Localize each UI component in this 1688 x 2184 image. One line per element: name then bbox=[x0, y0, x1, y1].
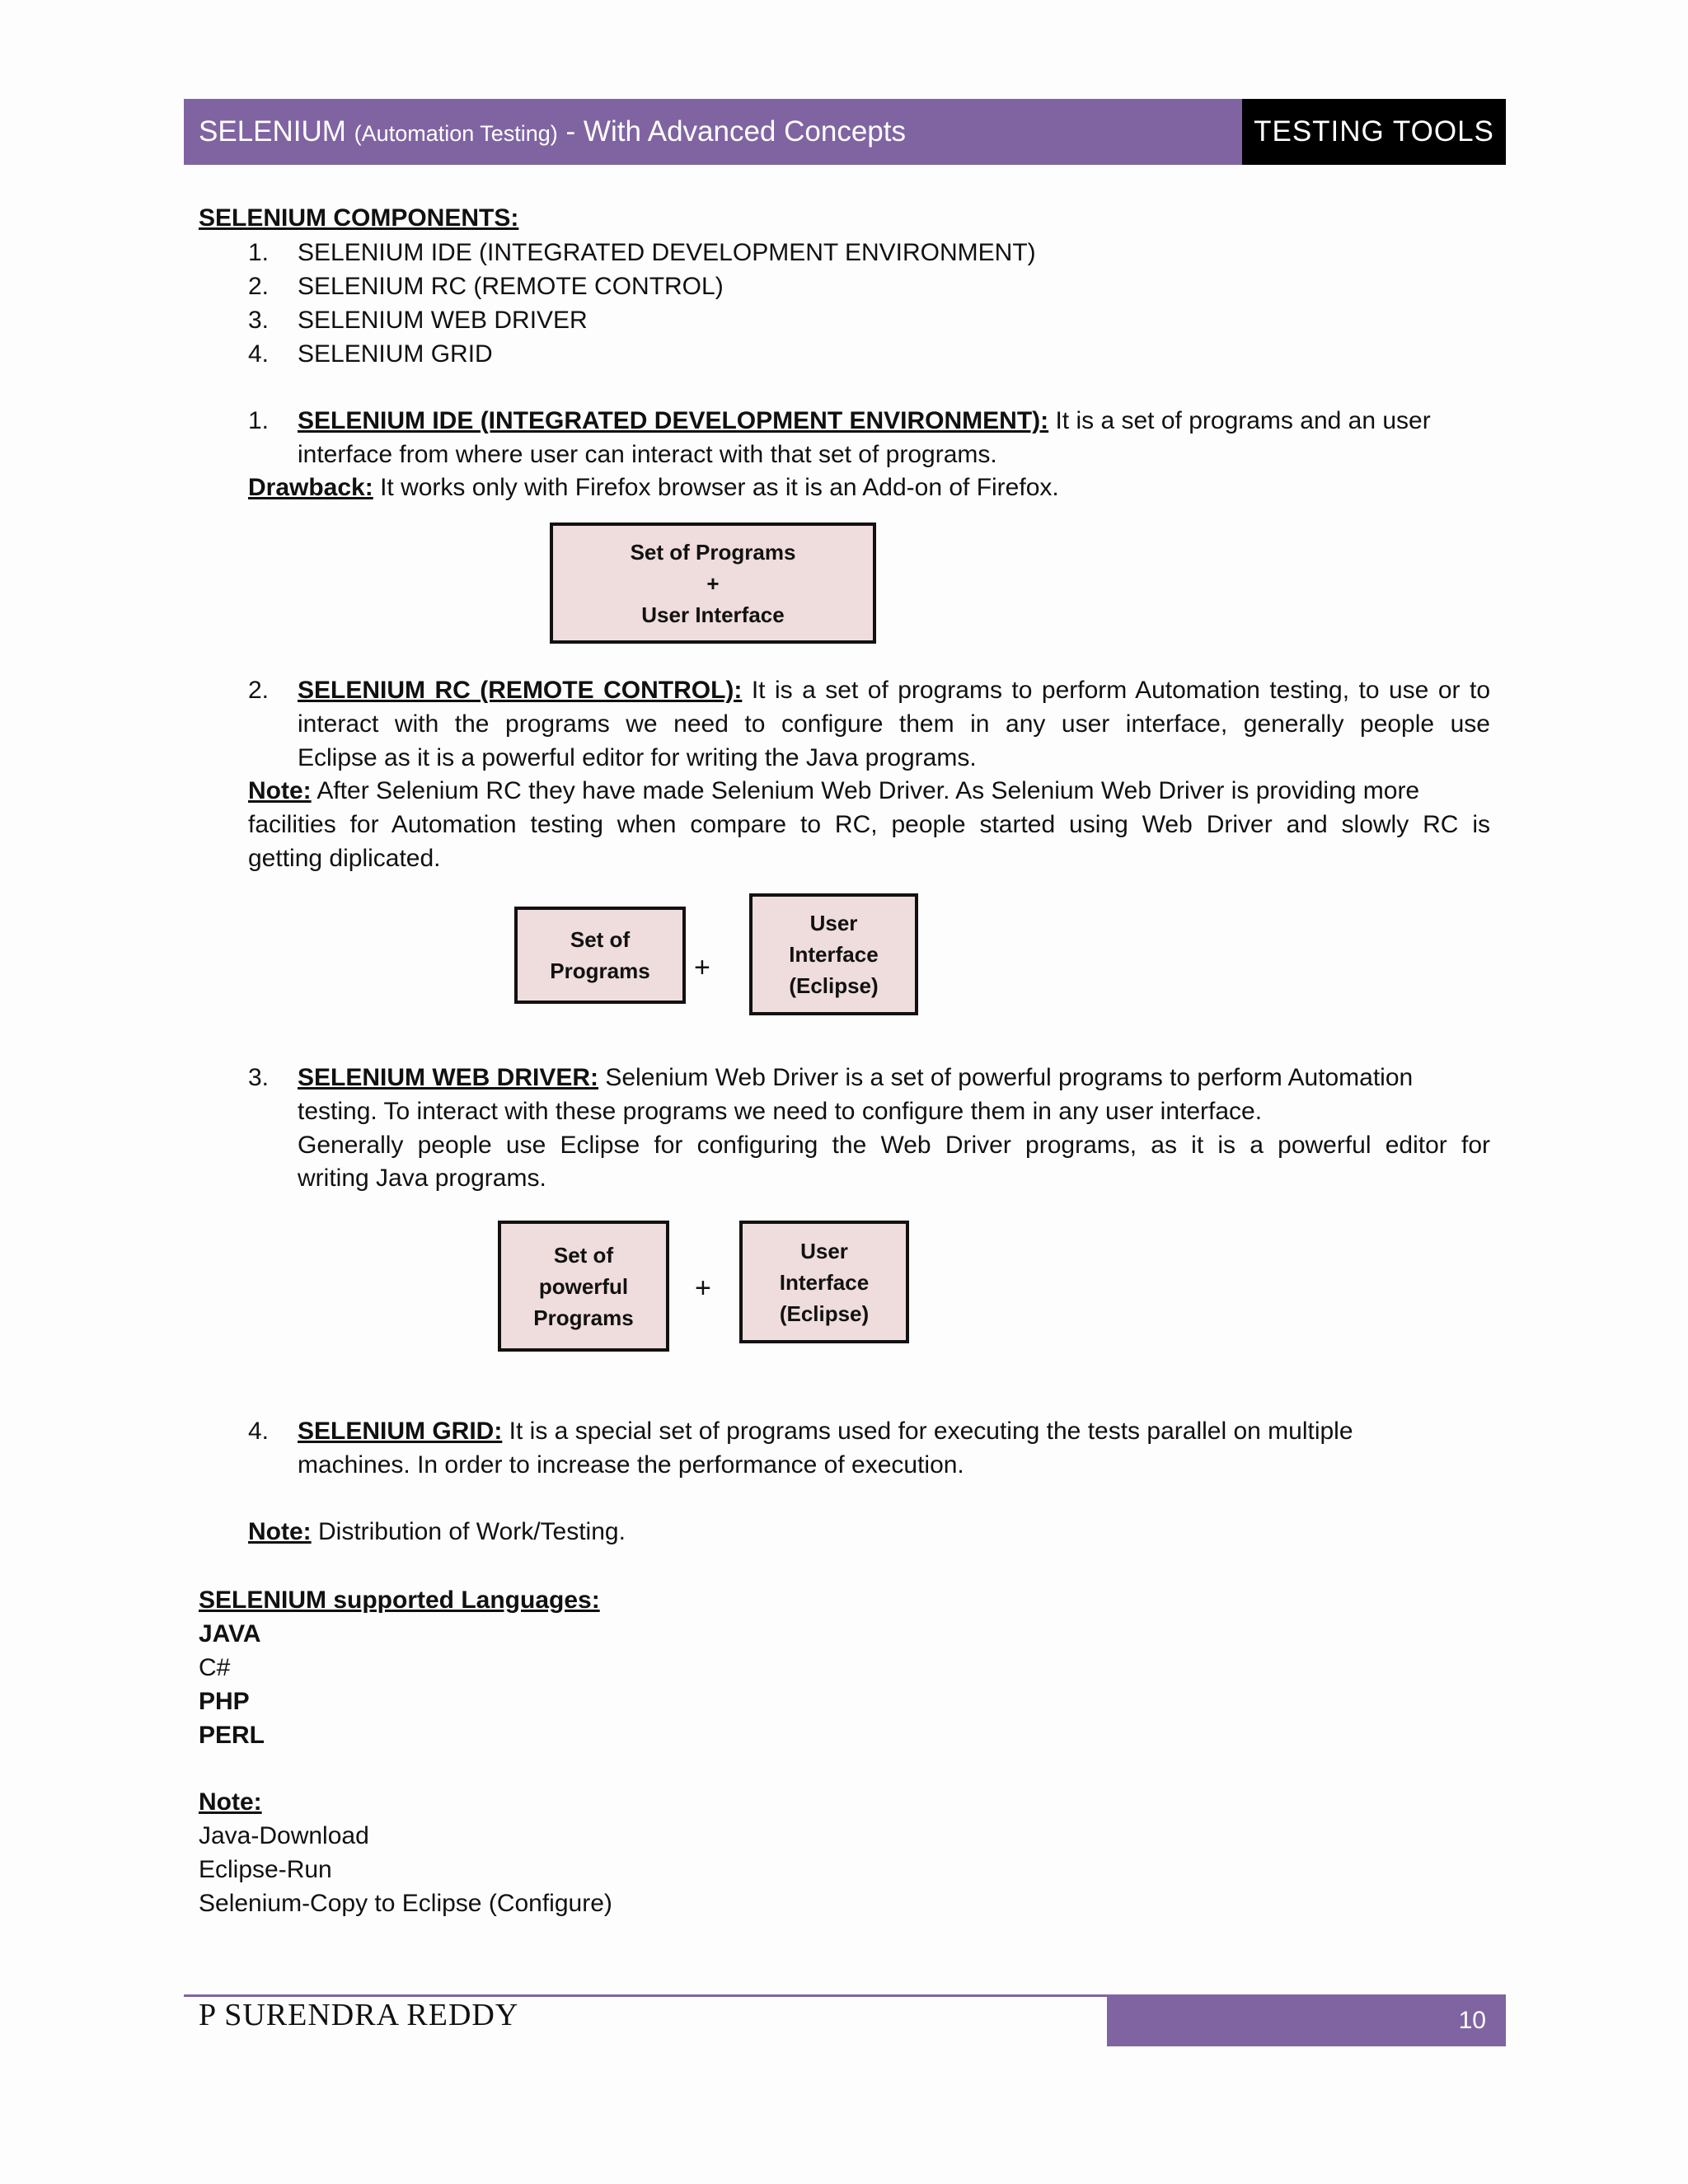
rc-note1: After Selenium RC they have made Selenium Web Driver. As Selenium Web Driver is providing more bbox=[311, 777, 1420, 804]
language-item: PERL bbox=[199, 1722, 265, 1749]
components-list-item-1: SELENIUM IDE (INTEGRATED DEVELOPMENT ENVIRONMENT) bbox=[298, 239, 1036, 266]
grid-text1: It is a special set of programs used for executing the tests parallel on multiple bbox=[502, 1418, 1353, 1445]
components-list-item-4: SELENIUM GRID bbox=[298, 340, 493, 368]
grid-num: 4. bbox=[248, 1418, 270, 1445]
webdriver-text3: Generally people use Eclipse for configuring the Web Driver programs, as it is a powerful editor for bbox=[298, 1132, 1490, 1159]
footer-author: P SURENDRA REDDY bbox=[199, 1998, 519, 2032]
components-list-num-4: 4. bbox=[248, 340, 270, 368]
ide-text2: interface from where user can interact with that set of programs. bbox=[298, 441, 997, 468]
components-list-item-2: SELENIUM RC (REMOTE CONTROL) bbox=[298, 273, 724, 300]
webdriver-box-programs-line1: Set of bbox=[553, 1242, 614, 1268]
rc-box-ui-line2: Interface bbox=[789, 942, 879, 967]
ide-drawback bbox=[248, 471, 1059, 504]
ide-text1: It is a set of programs and an user bbox=[1048, 407, 1431, 434]
webdriver-plus: + bbox=[695, 1272, 711, 1304]
grid-paragraph-line1 bbox=[298, 1414, 1353, 1448]
rc-note2: facilities for Automation testing when compare to RC, people started using Web Driver and slowly RC is bbox=[248, 811, 1490, 838]
webdriver-title: SELENIUM WEB DRIVER: bbox=[298, 1064, 599, 1091]
language-item: PHP bbox=[199, 1688, 250, 1715]
rc-box-ui-line3: (Eclipse) bbox=[789, 973, 879, 998]
components-list-num-3: 3. bbox=[248, 307, 270, 334]
grid-note bbox=[248, 1515, 626, 1549]
rc-title: SELENIUM RC (REMOTE CONTROL): bbox=[298, 677, 743, 704]
language-item: JAVA bbox=[199, 1620, 261, 1647]
languages-heading: SELENIUM supported Languages: bbox=[199, 1586, 600, 1614]
webdriver-box-programs-line2: powerful bbox=[538, 1273, 629, 1299]
components-list-num-1: 1. bbox=[248, 239, 270, 266]
webdriver-text1: Selenium Web Driver is a set of powerful programs to perform Automation bbox=[598, 1064, 1414, 1091]
note-item: Java-Download bbox=[199, 1822, 369, 1849]
webdriver-text2: testing. To interact with these programs we need to configure them in any user interface. bbox=[298, 1098, 1263, 1125]
ide-title: SELENIUM IDE (INTEGRATED DEVELOPMENT ENVIRONMENT): bbox=[298, 407, 1049, 434]
webdriver-box-programs bbox=[498, 1221, 669, 1352]
grid-text2: machines. In order to increase the performance of execution. bbox=[298, 1451, 964, 1479]
rc-box-programs-line2: Programs bbox=[550, 958, 650, 983]
ide-box-line3: User Interface bbox=[641, 602, 785, 627]
webdriver-box-ui-line3: (Eclipse) bbox=[779, 1301, 870, 1326]
webdriver-box-ui-line1: User bbox=[800, 1238, 848, 1263]
webdriver-num: 3. bbox=[248, 1064, 270, 1091]
components-heading: SELENIUM COMPONENTS: bbox=[199, 204, 519, 232]
ide-box-line2: + bbox=[706, 570, 720, 596]
webdriver-box-ui bbox=[739, 1221, 909, 1343]
rc-note-label: Note: bbox=[248, 777, 312, 804]
webdriver-text4: writing Java programs. bbox=[298, 1165, 546, 1192]
rc-box-ui bbox=[749, 893, 918, 1015]
rc-text3: Eclipse as it is a powerful editor for writing the Java programs. bbox=[298, 744, 977, 771]
language-item: C# bbox=[199, 1654, 231, 1681]
header-title-rest: - With Advanced Concepts bbox=[565, 115, 906, 148]
ide-diagram-box bbox=[550, 523, 876, 644]
components-list-num-2: 2. bbox=[248, 273, 270, 300]
rc-paragraph-line1 bbox=[298, 673, 1490, 707]
webdriver-box-ui-line2: Interface bbox=[779, 1269, 870, 1295]
ide-num: 1. bbox=[248, 407, 270, 434]
rc-note-line1 bbox=[248, 774, 1490, 808]
grid-note-label: Note: bbox=[248, 1518, 312, 1545]
ide-drawback-label: Drawback: bbox=[248, 474, 373, 501]
rc-num: 2. bbox=[248, 677, 270, 704]
note-item: Selenium-Copy to Eclipse (Configure) bbox=[199, 1890, 612, 1917]
rc-box-programs-line1: Set of bbox=[570, 927, 631, 952]
rc-note3: getting diplicated. bbox=[248, 845, 441, 872]
ide-paragraph-line1 bbox=[298, 404, 1431, 438]
grid-note-text: Distribution of Work/Testing. bbox=[311, 1518, 626, 1545]
rc-plus: + bbox=[694, 952, 710, 983]
page-number: 10 bbox=[1107, 1994, 1506, 2046]
rc-text1: It is a set of programs to perform Automation testing, to use or to bbox=[742, 677, 1490, 704]
header-section: TESTING TOOLS bbox=[1242, 99, 1506, 165]
header-title-sub: (Automation Testing) bbox=[354, 121, 558, 146]
webdriver-box-programs-line3: Programs bbox=[533, 1305, 634, 1330]
grid-title: SELENIUM GRID: bbox=[298, 1418, 503, 1445]
rc-box-ui-line1: User bbox=[809, 911, 858, 935]
rc-text2: interact with the programs we need to configure them in any user interface, generally people use bbox=[298, 710, 1490, 738]
ide-drawback-text: It works only with Firefox browser as it is an Add-on of Firefox. bbox=[373, 474, 1059, 501]
header-title bbox=[184, 99, 1242, 165]
header-title-main: SELENIUM bbox=[199, 115, 346, 148]
note-item: Eclipse-Run bbox=[199, 1856, 332, 1883]
webdriver-paragraph-line1 bbox=[298, 1061, 1490, 1094]
ide-box-line1: Set of Programs bbox=[630, 539, 796, 565]
note-heading: Note: bbox=[199, 1788, 262, 1816]
rc-box-programs bbox=[514, 907, 686, 1004]
components-list-item-3: SELENIUM WEB DRIVER bbox=[298, 307, 588, 334]
